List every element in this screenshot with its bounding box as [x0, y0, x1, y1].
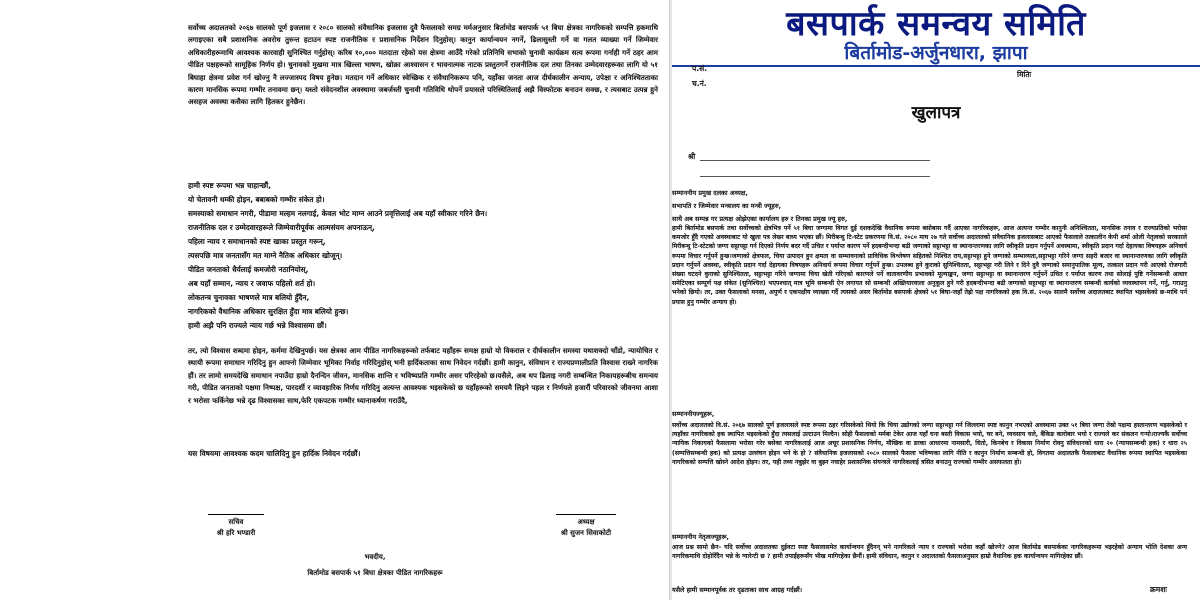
stance-line: पहिला न्याय र समाधानको स्पष्ट खाका प्रस्तुत गरून्,	[188, 237, 326, 246]
organization-name: बसपार्क समन्वय समिति	[786, 4, 1086, 44]
stance-line: हामी अझै पनि राज्यले न्याय गर्छ भन्ने विश्वासमा छौं।	[188, 321, 327, 330]
letterhead-rule	[672, 65, 1200, 67]
stance-line: लोकतन्त्र चुनावका भाषणले मात्र बलियो हुँदैन,	[188, 293, 310, 302]
salutation-line: सम्माननीय प्रमुख दलका अध्यक्ष,	[672, 189, 748, 197]
stance-line: पीडित जनताको धैर्यलाई कमजोरी नठानियोस्,	[188, 265, 309, 274]
letter-page-right	[672, 0, 1200, 600]
intro-paragraph: सर्वोच्च अदालतको २०६७ सालको पूर्ण इजलास र २०८० सालको संवैधानिक इजलास दुवै फैसलाको समग्र मर्मअनुसार बिर्तामोड बसपार्क ५१ बिघा क्षेत्रका नागरिकको सम्पत्ति हकमाथि लगाइएका सबै प्रशासनिक अवरोध तुरुन्त हटाउन स्पष्ट राजनीतिक र प्रशासनिक निर्देशन दिनुहोस्। कानुन कार्यान्वयन नगर्ने, ढिलासुस्ती गर्ने वा गलत व्याख्या गर्ने जिम्मेवार अधिकारीहरूमाथि आवश्यक कारवाही सुनिश्चित गर्नुहोस्। करिब १०,००० मतदाता रहेको यस क्षेत्रमा आउँदै गरेको प्रतिनिधि सभाको चुनावी कार्यक्रम सत्य रूपमा गर्नाही गर्ने ठहर आम पीडित पक्षहरूको सामूहिक निर्णय हो। चुनावको मुखमा मात्र खिल्ला भाषण, खोक्रा आश्वासन र भावनात्मक नाटक प्रस्तुतगर्ने राजनीतिक दल तथा तिनका उम्मेदवारहरूका लागि यो ५१ बिघाहा क्षेत्रमा प्रवेश गर्न खोज्नु नै लज्जास्पद विषय हुनेछ। मतदान गर्ने अधिकार स्वेच्छिक र संवैधानिकरूप पनि, यहाँका जनता आज दीर्घकालीन अन्याय, उपेक्षा र अनिश्चितताका कारण मानसिक रूपमा गम्भीर तनावमा छन्। यस्तो संवेदनशील अवस्थामा जबर्जस्ती चुनावी गतिविधि थोपर्ने प्रयासले परिस्थितिलाई अझै विस्फोटक बनाउन सक्छ, र त्यसबाट उत्पन्न हुने असहज अवस्था कसैका लागि हितकर हुनेछैन।	[188, 23, 658, 107]
document-title: खुलापत्र	[911, 103, 961, 123]
signatory-text: बिर्तामोड बसपार्क ५१ बिघा क्षेत्रका पीडित नागरिकहरू	[307, 569, 443, 577]
signature-line	[556, 514, 616, 515]
organization-address: बिर्तामोड-अर्जुनधारा, झापा	[844, 42, 1028, 64]
stance-line: यो चेतावनी धम्की होइन, बबाबको गम्भीर संकेत हो।	[188, 195, 325, 204]
regards-text: भवदीय,	[364, 553, 386, 561]
body-paragraph: हामी बिर्तामोड बसपार्क तथा सर्वोच्चको क्षेत्रभित्र पर्ने ५१ बिघा जग्गामा विगत दुई दशकदेखि वैधानिक रूपमा बसोबास गर्दै आएका नागरिकहरू, आज अत्यन्त गम्भीर कानुनी अनिश्चितता, मानसिक तनाव र राज्यप्रतिको भरोसा कमजोर हुँदै गएको अवस्थाबाट यो खुला पत्र लेख्न बाध्य भएका छौं। मिरीबन्धु टि-स्टेट प्रकरणमा वि.सं. २०८० माघ २७ गते सर्वोच्च अदालतको संवैधानिक इजलासबाट आएको फैसलाले तत्कालीन केपी शर्मा ओली नेतृत्वको सरकारले मिरीबन्धु टि-स्टेटको जग्गा सट्टापट्टा गर्न दिएको निर्णय बदर गर्दै उचित र पर्याप्त कारण पर्ने हदबन्दीभन्दा बढी जग्गाको सट्टाभट्टा वा स्थानान्तरणका लागि स्वीकृति प्रदान गर्नुपर्ने अवस्थामा, स्वीकृति प्रदान गर्दा देहायका विषयहरू अनिवार्य रूपमा विचार गर्नुपर्ने हुन्छ।जग्गाको क्षेत्रफल, चिया उत्पादन हुन क्षमता वा सम्भावनाको प्राविधिक विश्लेषण सहितको निश्चित राय,सट्टाभट्टा हुने जग्गाको सम्भाव्यता,सट्टाभट्टा गरिने जग्गा सहरी बजार वा स्थानान्तरणका लागि स्वीकृति प्रदान गर्नुपर्ने अवस्था, स्वीकृति प्रदान गर्दा देहायका विषयहरू अनिवार्य रूपमा विचार गर्नुपर्ने हुन्छ। उपलब्ध हुने कुराको सुनिश्चितता, सट्टाभट्टा गरी लिने र दिने दुवै जग्गाको समानुपातिक मूल्य, तत्काल प्रदान गरी आएको रोजगारी संख्या घटदने कुराको सुनिश्चितता, सट्टाभट्टा गरिने जग्गामा चिया खेती गरिएको कारणले पर्ने वातावरणीय प्रभावको मूल्याङ्कन, जग्गा सट्टाभट्टा वा स्थानान्तरण गर्नुपर्ने उचित र पर्याप्त कारण तथा सोलाई पुष्टि गर्नेसम्बन्धी आधार समेटिएका सम्पूर्ण पक्ष संकेत (सुनिश्चित) भएपश्चात् मात्र भूमि सम्बन्धी ऐन लगायत सो सम्बन्धी अख्तियारवाला अनुकूल हुने गरी हदबन्दीभन्दा बढी जग्गाको सट्टाभट्टा वा स्थानान्तरण सम्बन्धी कार्यको व्यवस्थापन गर्ने, गर्नु, गराउनु भनेको छियो। तर, उक्त फैसलाको मनसा, अपुर्ण र एकपक्षीय व्याख्या गर्दै त्यसको असर बिर्तामोड बसपार्क क्षेत्रको ५१ बिघा-जहाँ तेह्रो पक्ष नागरिकको हक वि.सं. २०६७ सालमै सर्वोच्च अदालतबाट स्थापित भइसकेको छ-माथि पर्न प्रयास हुनु गम्भीर अन्याय हो।	[672, 225, 1187, 306]
date-label: मितिः	[1017, 70, 1032, 79]
signature-name: श्री हरि भण्डारी	[216, 529, 256, 537]
closing-paragraph: तर, त्यो विश्वास शब्दमा होइन, कर्ममा देखिनुपर्छ। यस क्षेत्रका आम पीडित नागरिकहरूको तर्फबाट यहाँहरू समक्ष हाम्रो यो विकराल र दीर्घकालीन समस्या यथाशक्दो चाँडो, न्यायोचित र स्थायी रूपमा समाधान गरिदिनु हुन आफ्नो जिम्मेवार भूमिका निर्वाह गरिदिनुहोस् भनी हार्दिकताका साथ निवेदन गर्दछौं। हामी कानुन, संविधान र राज्यप्रणालीप्रति विश्वास राख्ने नागरिक हौं। तर लामो समयदेखि समाधान नपाउँदा हाम्रो दैनन्दिन जीवन, मानसिक शान्ति र भविष्यप्रति गम्भीर असर परिरहेको छ।यसैले, अब थप ढिलाइ नगरी सम्बन्धित निकायहरूबीच समन्वय गरी, पीडित जनताको पक्षमा निष्पक्ष, पारदर्शी र व्यावहारिक निर्णय गरिदिनु अत्यन्त आवश्यक भइसकेको छ यहाँहरूको समयमै लिइने पहल र निर्णयले हजारौं परिवारको जीवनमा आशा र भरोसा फर्किनेछ भन्ने दृढ विश्वासका साथ,फेरि एकपटक गम्भीर ध्यानाकर्षण गराउँदै,	[188, 346, 658, 405]
body-paragraph: आज प्रश्न सामो छैन- यदि सर्वोच्च अदालतका दुईवटा स्पष्ट फैसलासमेत कार्यान्वयन हुँदैनन् भने नागरिकले न्याय र राज्यको भरोसा कहाँ खोज्ने? आज बिर्तामोड बसपार्कका नागरिकहरूमा भइरहेको अन्याय भोलि देशका अन्य नागरिकमाथि दोहोरिँदैन भन्ने के ग्यारेन्टी छ ? हामी तपाईंहरूसँग भीख मागिरहेका छैनौं। हामी संविधान, कानुन र अदालतको फैसलाअनुसार हाम्रो वैधानिक हक कार्यान्वयन मागिरहेका छौं।	[672, 544, 1187, 561]
salutation-line: सभापति र जिम्मेवार मन्त्रालय का मन्त्री ज्यूहरु,	[672, 202, 782, 210]
salutation-line: साथै अब सम्पन्न गर प्रत्यक्ष ओझेएका कार्यालय हरु र तिनका प्रमुख ज्यू हरु,	[672, 215, 848, 223]
signature-line	[208, 514, 264, 515]
continued-marker: क्रमशः	[1150, 585, 1167, 594]
sub-salutation: सम्माननीयज्यूहरू,	[672, 410, 715, 418]
stance-line: राजनीतिक दल र उम्मेदवारहरूले जिम्मेवारीपूर्वक आत्मसंयम अपनाऊन्,	[188, 223, 375, 232]
signature-name: श्री सुजन सिवाकोटी	[560, 529, 612, 537]
stance-heading: हामी स्पष्ट रूपमा भन्न चाहान्छौं,	[188, 181, 271, 190]
stance-line: त्यसपछि मात्र जनतासँग मत माग्ने नैतिक अधिकार खोजून्।	[188, 251, 343, 260]
reference-number-label: प.सं.	[692, 64, 708, 73]
signature-role: अध्यक्ष	[577, 518, 595, 526]
sub-salutation: सम्माननीय नेतृत्वज्यूहरू,	[672, 533, 729, 541]
addressee-label: श्री	[688, 152, 696, 161]
addressee-line	[700, 160, 930, 161]
stance-line: अब यहाँ सम्मान, न्याय र जवाफ पहिलो शर्त हो।	[188, 279, 316, 288]
body-paragraph: सर्वोच्च अदालतको वि.सं. २०६७ सालको पूर्ण इजलासले स्पष्ट रूपमा ठहर गरिसकेको थियो कि चिया उद्योगको जग्गा सट्टाभट्टा गर्न जिल्लामा स्पष्ट कानुन नभएको अवस्थामा उक्त ५१ बिघा जग्गा तेस्रो पक्षमा हस्तान्तरण भइसकेको र त्यहाँका नागरिकको हक स्थापित भइसकेको हुँदा त्यसलाई उल्टाउन मिल्दैन। सोही फैसलाको मर्मबा टेकेर आज यहाँ घना बस्ती विकास भयो, घर बने, व्यवसाय चले, बैंकिङ कारोबार भयो र राज्यले कर संकलन गऱ्यो।राज्यकै सर्वोच्च न्यायिक निकायको फैसलामा भरोसा गरेर बसेका नागरिकलाई आज अचूर प्रशासनिक निर्णय, मौखिक वा डरका आधारमा नामसारी, धितो, किनबेच र विकास निर्माण रोक्नु संविधानको धारा २० (न्यायसम्बन्धी हक) र धारा २५ (सम्पत्तिसम्बन्धी हक) को प्रत्यक्ष उल्लंघन होइन भने के हो ? संवैधानिक इजलासको २०८० सालको फैसला भविष्यका लागि नीति र कानुन निर्माण सम्बन्धी हो, विगतमा अदालतकै फैसलाबाट वैधानिक रूपमा स्थापित भइसकेका नागरिकको सम्पत्ति खोस्ने आदेश होइन। तर, यही तथ्य नबुझेर वा बुझ्न नचाहेर प्रशासनिक संयन्त्रले नागरिकलाई त्रसित बनाउनु राज्यको गम्भीर असफलता हो।	[672, 422, 1187, 466]
stance-line: समस्याको समाधान नगरी, पीडामा मल्हम नलगाई, केवल भोट माग्न आउने प्रवृत्तिलाई अब यहाँ स्वीकार गरिने छैन।	[188, 209, 488, 218]
dispatch-number-label: च.नं.	[692, 79, 707, 88]
stance-line: नागरिकको वैधानिक अधिकार सुरक्षित हुँदा मात्र बलियो हुन्छ।	[188, 307, 349, 316]
body-closing-line: यसैले हामी सम्मानपूर्वक तर दृढताका साथ आग्रह गर्दछौं।	[672, 586, 803, 594]
request-line: यस विषयमा आवश्यक कदम चालिदिनु हुन हार्दिक निवेदन गर्दछौं।	[188, 449, 361, 458]
signature-role: सचिव	[228, 518, 244, 526]
addressee-line	[700, 176, 930, 177]
